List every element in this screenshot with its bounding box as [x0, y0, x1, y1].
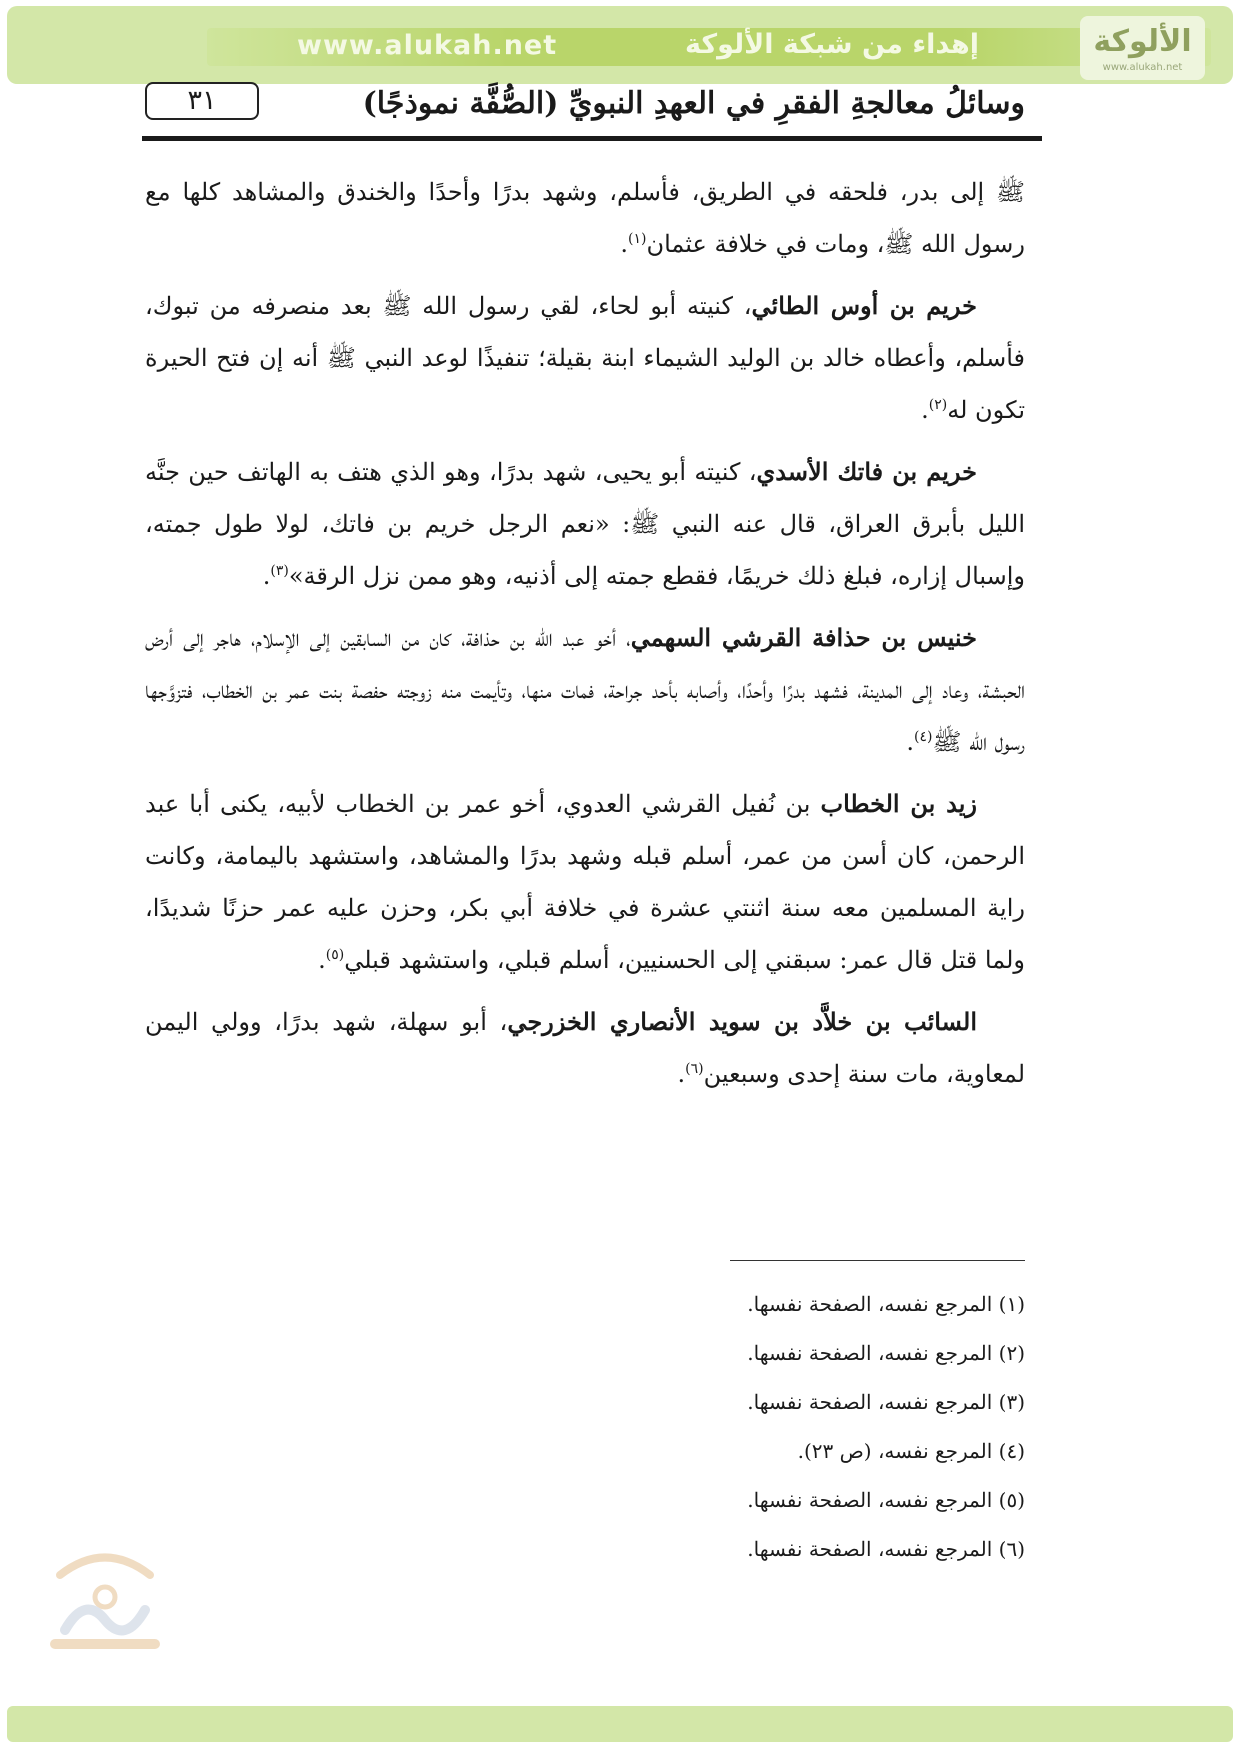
footnote-ref[interactable]: (١)	[627, 231, 647, 247]
site-logo-text: الألوكة	[1093, 24, 1192, 59]
paragraph-3	[145, 446, 1025, 602]
footnote-ref[interactable]: (٣)	[270, 563, 289, 579]
paragraph-6	[145, 996, 1025, 1100]
person-name: خريم بن أوس الطائي	[751, 291, 977, 320]
person-name: السائب بن خلاَّد بن سويد الأنصاري الخزرجي	[507, 1007, 977, 1036]
site-logo	[1080, 16, 1205, 80]
running-title: وسائلُ معالجةِ الفقرِ في العهدِ النبويِّ (الصُّفَّة نموذجًا)	[362, 86, 1025, 121]
footnotes	[145, 1280, 1025, 1574]
paragraph-text: بن نُفيل القرشي العدوي، أخو عمر بن الخطاب لأبيه، يكنى أبا عبد الرحمن، كان أسن من عمر، أسلم قبله وشهد بدرًا والمشاهد، واستشهد باليمامة، وكانت راية المسلمين معه سنة اثنتي عشرة في خلافة أبي بكر، وحزن عليه عمر حزنًا شديدًا، ولما قتل قال عمر: سبقني إلى الحسنيين، أسلم قبلي، واستشهد قبلي	[145, 790, 1025, 974]
page-body	[145, 166, 1025, 1110]
paragraph-text: ﷺ إلى بدر، فلحقه في الطريق، فأسلم، وشهد بدرًا وأحدًا والخندق والمشاهد كلها مع رسول الله ﷺ، ومات في خلافة عثمان	[145, 178, 1025, 258]
site-logo-url: www.alukah.net	[1102, 62, 1183, 73]
footnote-ref[interactable]: (٤)	[913, 729, 933, 745]
paragraph-4	[145, 612, 1025, 768]
banner-url[interactable]: www.alukah.net	[297, 30, 558, 61]
paragraph-end: .	[318, 946, 326, 974]
footnote-item: (٦) المرجع نفسه، الصفحة نفسها.	[747, 1537, 1025, 1561]
paragraph-text: ، كنيته أبو يحيى، شهد بدرًا، وهو الذي هتف به الهاتف حين جنَّه الليل بأبرق العراق، قال عنه النبي ﷺ: «نعم الرجل خريم بن فاتك، لولا طول جمته، وإسبال إزاره، فبلغ ذلك خريمًا، فقطع جمته إلى أذنيه، وهو ممن نزل الرقة»	[145, 458, 1025, 590]
footnote-ref[interactable]: (٥)	[325, 947, 345, 963]
footnote-separator	[730, 1260, 1025, 1261]
footnote-ref[interactable]: (٢)	[928, 397, 948, 413]
top-banner	[7, 6, 1233, 84]
paragraph-text: ، أبو سهلة، شهد بدرًا، وولي اليمن لمعاوية، مات سنة إحدى وسبعين	[145, 1008, 1025, 1088]
footnote-ref[interactable]: (٦)	[685, 1061, 704, 1077]
paragraph-text: ، كنيته أبو لحاء، لقي رسول الله ﷺ بعد منصرفه من تبوك، فأسلم، وأعطاه خالد بن الوليد الشيماء ابنة بقيلة؛ تنفيذًا لوعد النبي ﷺ أنه إن فتح الحيرة تكون له	[145, 292, 1025, 424]
person-name: زيد بن الخطاب	[820, 789, 977, 818]
paragraph-end: .	[906, 728, 914, 756]
header-rule	[142, 136, 1042, 141]
exclusive-badge-icon	[40, 1535, 170, 1655]
paragraph-end: .	[620, 230, 628, 258]
paragraph-end: .	[677, 1060, 686, 1088]
footnote-item: (٢) المرجع نفسه، الصفحة نفسها.	[747, 1341, 1025, 1365]
footnote-item: (٥) المرجع نفسه، الصفحة نفسها.	[747, 1488, 1025, 1512]
footnote-item: (٤) المرجع نفسه، (ص ٢٣).	[797, 1439, 1025, 1463]
person-name: خنيس بن حذافة القرشي السهمي	[630, 623, 977, 652]
bottom-band	[7, 1706, 1233, 1742]
paragraph-1	[145, 166, 1025, 270]
paragraph-5	[145, 778, 1025, 986]
banner-gift-text: إهداء من شبكة الألوكة	[685, 29, 979, 60]
paragraph-end: .	[921, 396, 929, 424]
paragraph-text: ، أخو عبد الله بن حذافة، كان من السابقين إلى الإسلام، هاجر إلى أرض الحبشة، وعاد إلى المدينة، فشهد بدرًا وأحدًا، وأصابه بأحد جراحة، فمات منها، وتأيمت منه زوجته حفصة بنت عمر بن الخطاب، فتزوَّجها رسول الله ﷺ	[145, 624, 1025, 756]
footnote-item: (١) المرجع نفسه، الصفحة نفسها.	[747, 1292, 1025, 1316]
paragraph-end: .	[262, 562, 271, 590]
paragraph-2	[145, 280, 1025, 436]
footnote-item: (٣) المرجع نفسه، الصفحة نفسها.	[747, 1390, 1025, 1414]
person-name: خريم بن فاتك الأسدي	[756, 457, 977, 486]
page-number: ٣١	[145, 82, 259, 120]
